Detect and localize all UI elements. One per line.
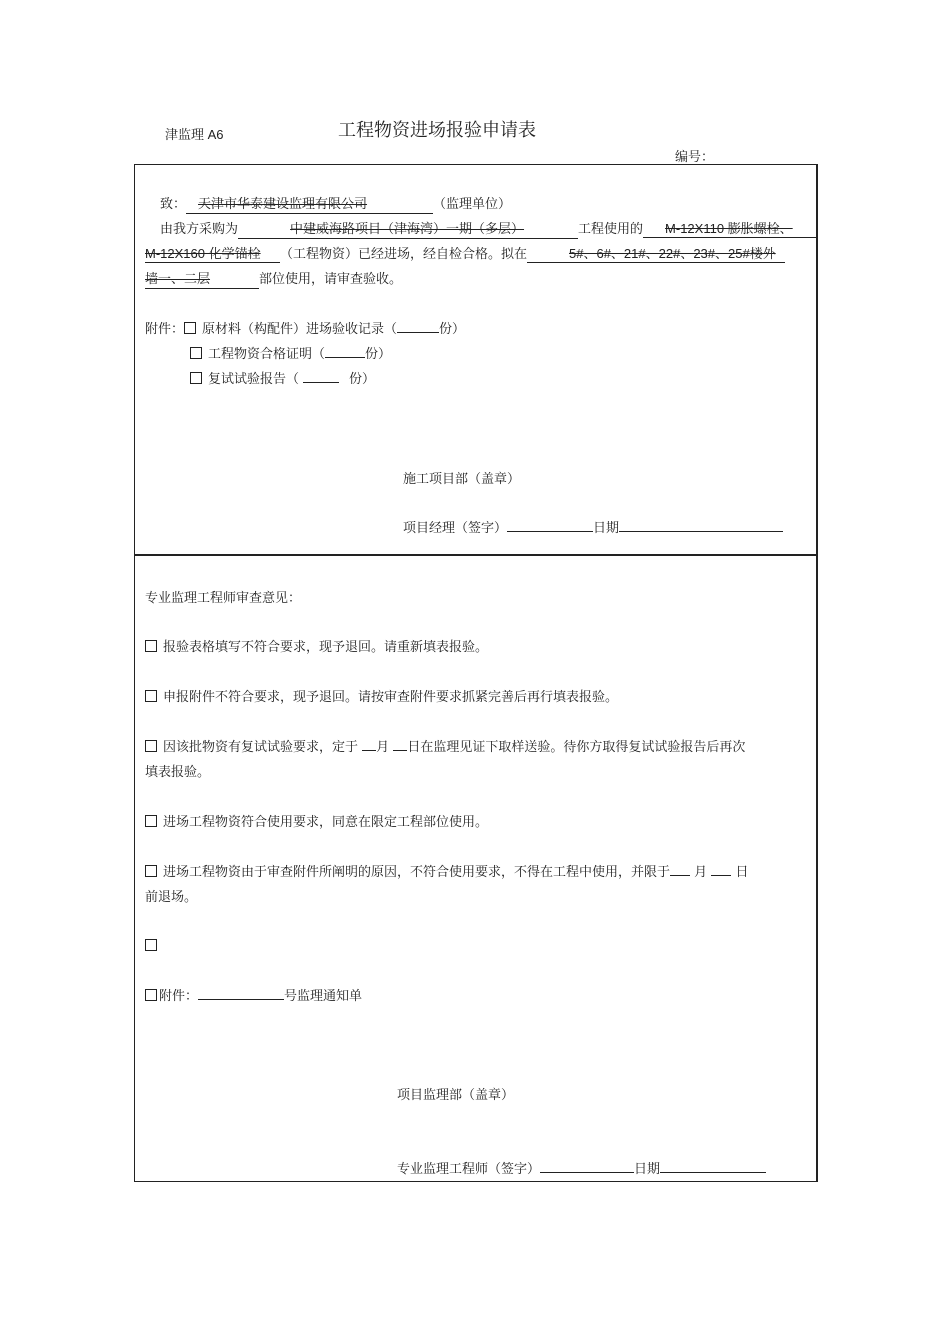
review-option-5: 进场工程物资由于审查附件所阐明的原因，不符合使用要求，不得在工程中使用，并限于 月 日: [145, 860, 748, 885]
supervisor-name: 天津市华泰建设监理有限公司: [186, 197, 433, 214]
review-title: 专业监理工程师审查意见：: [145, 591, 302, 606]
day-blank[interactable]: [711, 861, 731, 876]
review-option-1: 报验表格填写不符合要求，现予退回。请重新填表报验。: [145, 635, 488, 660]
checkbox[interactable]: [184, 322, 196, 334]
paragraph-line-3: 墙一、二层 部位使用，请审查验收。: [145, 272, 403, 287]
day-blank[interactable]: [393, 736, 407, 751]
checkbox[interactable]: [145, 815, 157, 827]
location-1: 5#、6#、21#、22#、23#、25#楼外: [527, 246, 785, 263]
checkbox[interactable]: [190, 372, 202, 384]
manager-signature-blank[interactable]: [507, 517, 593, 532]
paragraph-line-1: 由我方采购为 中建威海路项目（津海湾）一期（多层） 工程使用的 M-12X110 膨胀螺栓、: [160, 217, 817, 242]
location-2: 墙一、二层: [145, 272, 259, 289]
checkbox[interactable]: [145, 865, 157, 877]
review-option-5-cont: 前退场。: [145, 890, 198, 905]
checkbox[interactable]: [145, 989, 157, 1001]
manager-sign-line: 项目经理（签字） 日期: [403, 516, 783, 541]
material-2: M-12X160 化学锚栓: [145, 246, 280, 263]
application-section: [134, 164, 818, 556]
page-title: 工程物资进场报验申请表: [338, 120, 536, 141]
serial-label: 编号：: [675, 150, 715, 165]
engineer-signature-blank[interactable]: [540, 1158, 634, 1173]
contractor-seal: 施工项目部（盖章）: [403, 472, 521, 487]
checkbox[interactable]: [145, 939, 157, 951]
copies-blank[interactable]: [397, 318, 439, 333]
material-1: M-12X110 膨胀螺栓、: [643, 221, 817, 238]
paragraph-line-2: M-12X160 化学锚栓 （工程物资）已经进场，经自检合格。拟在 5#、6#、21#、22#、23#、25#楼外: [145, 242, 785, 267]
attachment-2: 工程物资合格证明（ 份）: [190, 342, 391, 367]
attachment-1: 附件： 原材料（构配件）进场验收记录（ 份）: [145, 317, 465, 342]
review-option-6: [145, 934, 163, 959]
checkbox[interactable]: [145, 690, 157, 702]
form-code: 津监理 A6: [165, 127, 224, 142]
copies-blank[interactable]: [325, 343, 365, 358]
checkbox[interactable]: [145, 740, 157, 752]
review-option-2: 申报附件不符合要求，现予退回。请按审查附件要求抓紧完善后再行填表报验。: [145, 685, 618, 710]
review-section: [134, 554, 818, 1182]
review-option-3: 因该批物资有复试试验要求，定于 月 日在监理见证下取样送验。待你方取得复试试验报告后再次: [145, 735, 745, 760]
notice-number-blank[interactable]: [198, 985, 284, 1000]
review-attachment: 附件： 号监理通知单: [145, 984, 362, 1009]
checkbox[interactable]: [190, 347, 202, 359]
date-blank[interactable]: [619, 517, 783, 532]
engineer-sign-line: 专业监理工程师（签字） 日期: [397, 1157, 766, 1182]
checkbox[interactable]: [145, 640, 157, 652]
month-blank[interactable]: [670, 861, 690, 876]
project-name: 中建威海路项目（津海湾）一期（多层）: [238, 222, 578, 239]
attachment-3: 复试试验报告（ 份）: [190, 367, 375, 392]
to-line: 致： 天津市华泰建设监理有限公司 （监理单位）: [160, 197, 512, 212]
date-blank[interactable]: [660, 1158, 766, 1173]
supervision-seal: 项目监理部（盖章）: [397, 1088, 515, 1103]
review-option-3-cont: 填表报验。: [145, 765, 211, 780]
copies-blank[interactable]: [303, 368, 339, 383]
month-blank[interactable]: [362, 736, 376, 751]
review-option-4: 进场工程物资符合使用要求，同意在限定工程部位使用。: [145, 810, 488, 835]
